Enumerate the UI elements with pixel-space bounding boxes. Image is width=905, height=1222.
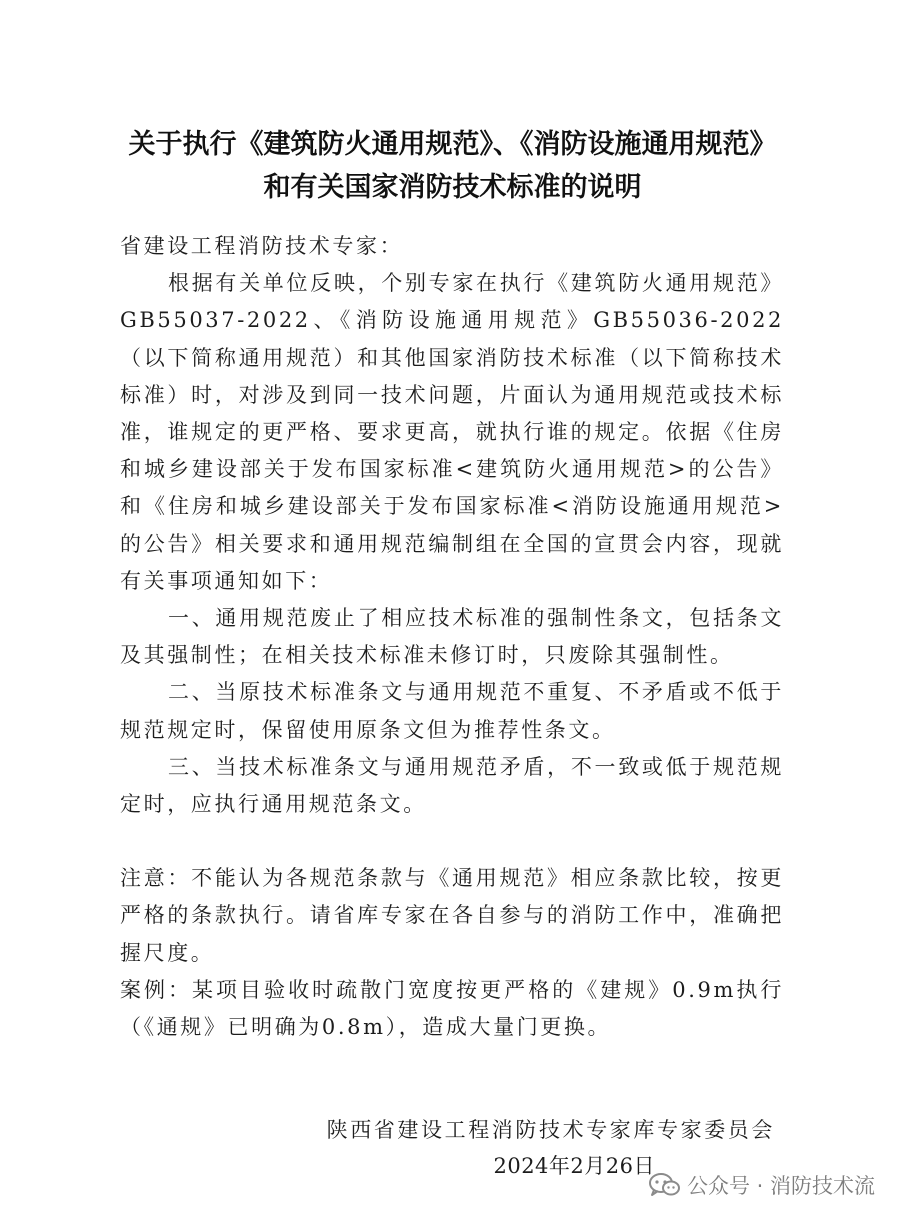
wechat-icon — [649, 1172, 681, 1198]
document-title-line-2: 和有关国家消防技术标准的说明 — [263, 172, 642, 203]
document-title-line-1: 关于执行《建筑防火通用规范》、《消防设施通用规范》 — [128, 129, 777, 160]
signature-date: 2024年2月26日 — [493, 1154, 655, 1178]
signature-organization: 陕西省建设工程消防技术专家库专家委员会 — [326, 1118, 775, 1142]
paragraph-item-3: 三、当技术标准条文与通用规范矛盾，不一致或低于规范规定时，应执行通用规范条文。 — [120, 754, 784, 817]
wechat-watermark — [649, 1170, 875, 1200]
example-paragraph: 案例：某项目验收时疏散门宽度按更严格的《建规》0.9m执行（《通规》已明确为0.8m），造成大量门更换。 — [120, 977, 784, 1040]
salutation: 省建设工程消防技术专家： — [120, 234, 404, 258]
document-body — [120, 228, 784, 1046]
watermark-text: 公众号 · 消防技术流 — [686, 1174, 875, 1198]
paragraph-spacer — [120, 823, 784, 860]
note-paragraph: 注意：不能认为各规范条款与《通用规范》相应条款比较，按更严格的条款执行。请省库专家在各自参与的消防工作中，准确把握尺度。 — [120, 866, 784, 965]
paragraph-intro: 根据有关单位反映，个别专家在执行《建筑防火通用规范》GB55037-2022、《消防设施通用规范》GB55036-2022（以下简称通用规范）和其他国家消防技术标准（以下简称技术标准）时，对涉及到同一技术问题，片面认为通用规范或技术标准，谁规定的更严格、要求更高，就执行谁的规定。依据《住房和城乡建设部关于发布国家标准<建筑防火通用规范>的公告》和《住房和城乡建设部关于发布国家标准<消防设施通用规范>的公告》相关要求和通用规范编制组在全国的宣贯会内容，现就有关事项通知如下： — [120, 271, 784, 593]
paragraph-item-2: 二、当原技术标准条文与通用规范不重复、不矛盾或不低于规范规定时，保留使用原条文但为推荐性条文。 — [120, 680, 784, 742]
paragraph-item-1: 一、通用规范废止了相应技术标准的强制性条文，包括条文及其强制性；在相关技术标准未修订时，只废除其强制性。 — [120, 606, 784, 668]
